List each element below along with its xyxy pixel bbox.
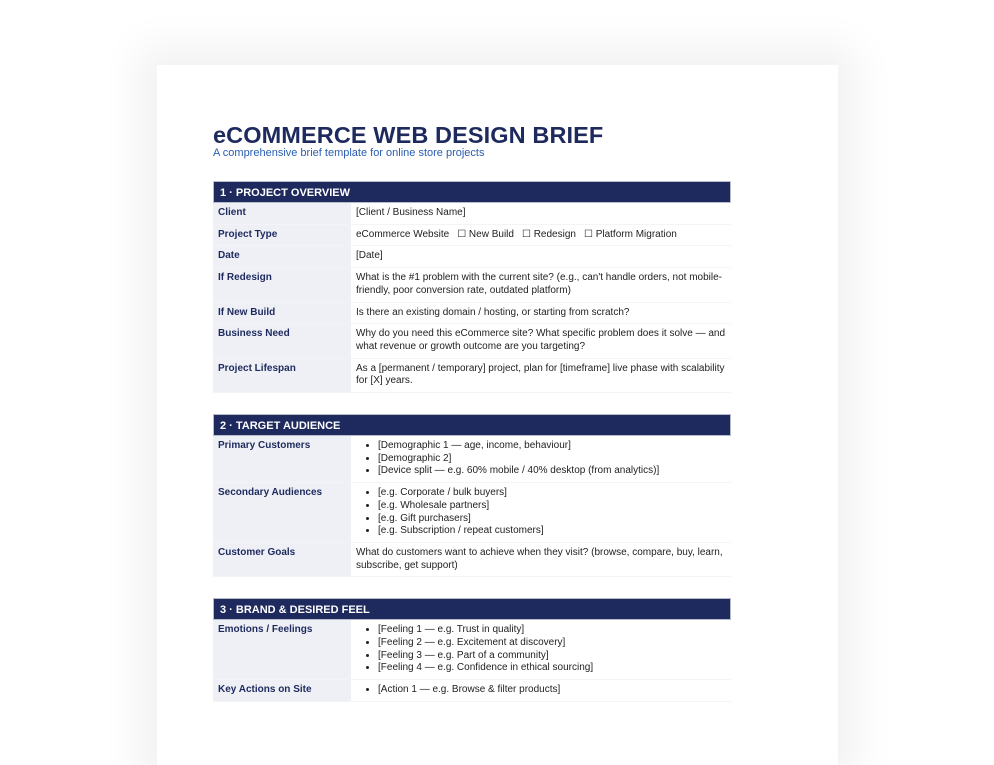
value-text: [Client / Business Name]	[356, 207, 466, 218]
list-item: • [Feeling 1 — e.g. Trust in quality]	[378, 624, 726, 637]
value-text: What is the #1 problem with the current site? (e.g., can't handle orders, not mobile-friendly, poor conversion rate, outdated platform)	[356, 272, 722, 296]
list-item: • [e.g. Corporate / bulk buyers]	[378, 487, 726, 500]
row-label: Primary Customers	[213, 436, 351, 483]
document-content	[213, 121, 731, 702]
row-value	[351, 542, 731, 576]
table-row	[213, 203, 731, 224]
table-row	[213, 324, 731, 358]
bullet-list	[356, 624, 726, 675]
section-table	[213, 436, 731, 577]
list-item: • [Demographic 1 — age, income, behaviour]	[378, 440, 726, 453]
section-1	[213, 181, 731, 393]
table-row	[213, 302, 731, 324]
list-item: • [Feeling 4 — e.g. Confidence in ethical sourcing]	[378, 662, 726, 675]
checkbox-option[interactable]: ☐ Platform Migration	[583, 228, 677, 240]
list-item: • [Feeling 3 — e.g. Part of a community]	[378, 650, 726, 663]
section-heading: 3 · BRAND & DESIRED FEEL	[213, 598, 731, 620]
document-page	[157, 65, 838, 765]
row-value	[351, 203, 731, 224]
table-row	[213, 436, 731, 483]
row-label: Date	[213, 246, 351, 268]
value-text: [Date]	[356, 250, 383, 262]
section-heading: 1 · PROJECT OVERVIEW	[213, 181, 731, 203]
list-item: • [e.g. Gift purchasers]	[378, 513, 726, 526]
list-item: • [Demographic 2]	[378, 453, 726, 466]
row-label: Project Type	[213, 224, 351, 246]
list-item: • [Feeling 2 — e.g. Excitement at discovery]	[378, 637, 726, 650]
row-label: If New Build	[213, 302, 351, 324]
row-value	[351, 268, 731, 302]
row-label: Client	[213, 203, 351, 224]
bullet-list	[356, 684, 726, 697]
checkbox-option[interactable]: ☐ Redesign	[521, 228, 576, 240]
table-row	[213, 224, 731, 246]
row-value	[351, 246, 731, 268]
row-label: Secondary Audiences	[213, 483, 351, 543]
checkbox-option[interactable]: ☐ New Build	[457, 228, 514, 240]
list-item: • [e.g. Subscription / repeat customers]	[378, 525, 726, 538]
row-value	[351, 436, 731, 483]
value-text: As a [permanent / temporary] project, plan for [timeframe] live phase with scalability for [X] years.	[356, 362, 725, 387]
value-text: Why do you need this eCommerce site? What specific problem does it solve — and what revenue or growth outcome are you targeting?	[356, 328, 726, 352]
row-value	[351, 483, 731, 543]
table-row	[213, 542, 731, 576]
row-value	[351, 224, 731, 246]
section-heading: 2 · TARGET AUDIENCE	[213, 414, 731, 436]
table-row	[213, 268, 731, 302]
list-item: • [Action 1 — e.g. Browse & filter products]	[378, 684, 726, 697]
row-label: Customer Goals	[213, 542, 351, 576]
value-text: eCommerce Website	[356, 228, 450, 240]
value-text: What do customers want to achieve when they visit? (browse, compare, buy, learn, subscribe, get support)	[356, 546, 723, 571]
table-row	[213, 680, 731, 702]
table-row	[213, 358, 731, 392]
row-label: Key Actions on Site	[213, 680, 351, 702]
row-label: If Redesign	[213, 268, 351, 302]
document-title: eCOMMERCE WEB DESIGN BRIEF	[213, 122, 604, 148]
row-value	[351, 302, 731, 324]
row-value	[351, 358, 731, 392]
bullet-list	[356, 440, 726, 478]
list-item: • [e.g. Wholesale partners]	[378, 500, 726, 513]
section-3	[213, 598, 731, 702]
row-label: Project Lifespan	[213, 358, 351, 392]
list-item: • [Device split — e.g. 60% mobile / 40% desktop (from analytics)]	[378, 465, 726, 478]
section-table	[213, 203, 731, 393]
row-value	[351, 324, 731, 358]
row-value	[351, 680, 731, 702]
row-label: Emotions / Feelings	[213, 620, 351, 679]
table-row	[213, 483, 731, 543]
section-table	[213, 620, 731, 702]
table-row	[213, 246, 731, 268]
document-subtitle: A comprehensive brief template for online store projects	[213, 147, 485, 159]
section-2	[213, 414, 731, 577]
value-text: Is there an existing domain / hosting, or starting from scratch?	[356, 306, 630, 318]
row-label: Business Need	[213, 324, 351, 358]
bullet-list	[356, 487, 726, 538]
